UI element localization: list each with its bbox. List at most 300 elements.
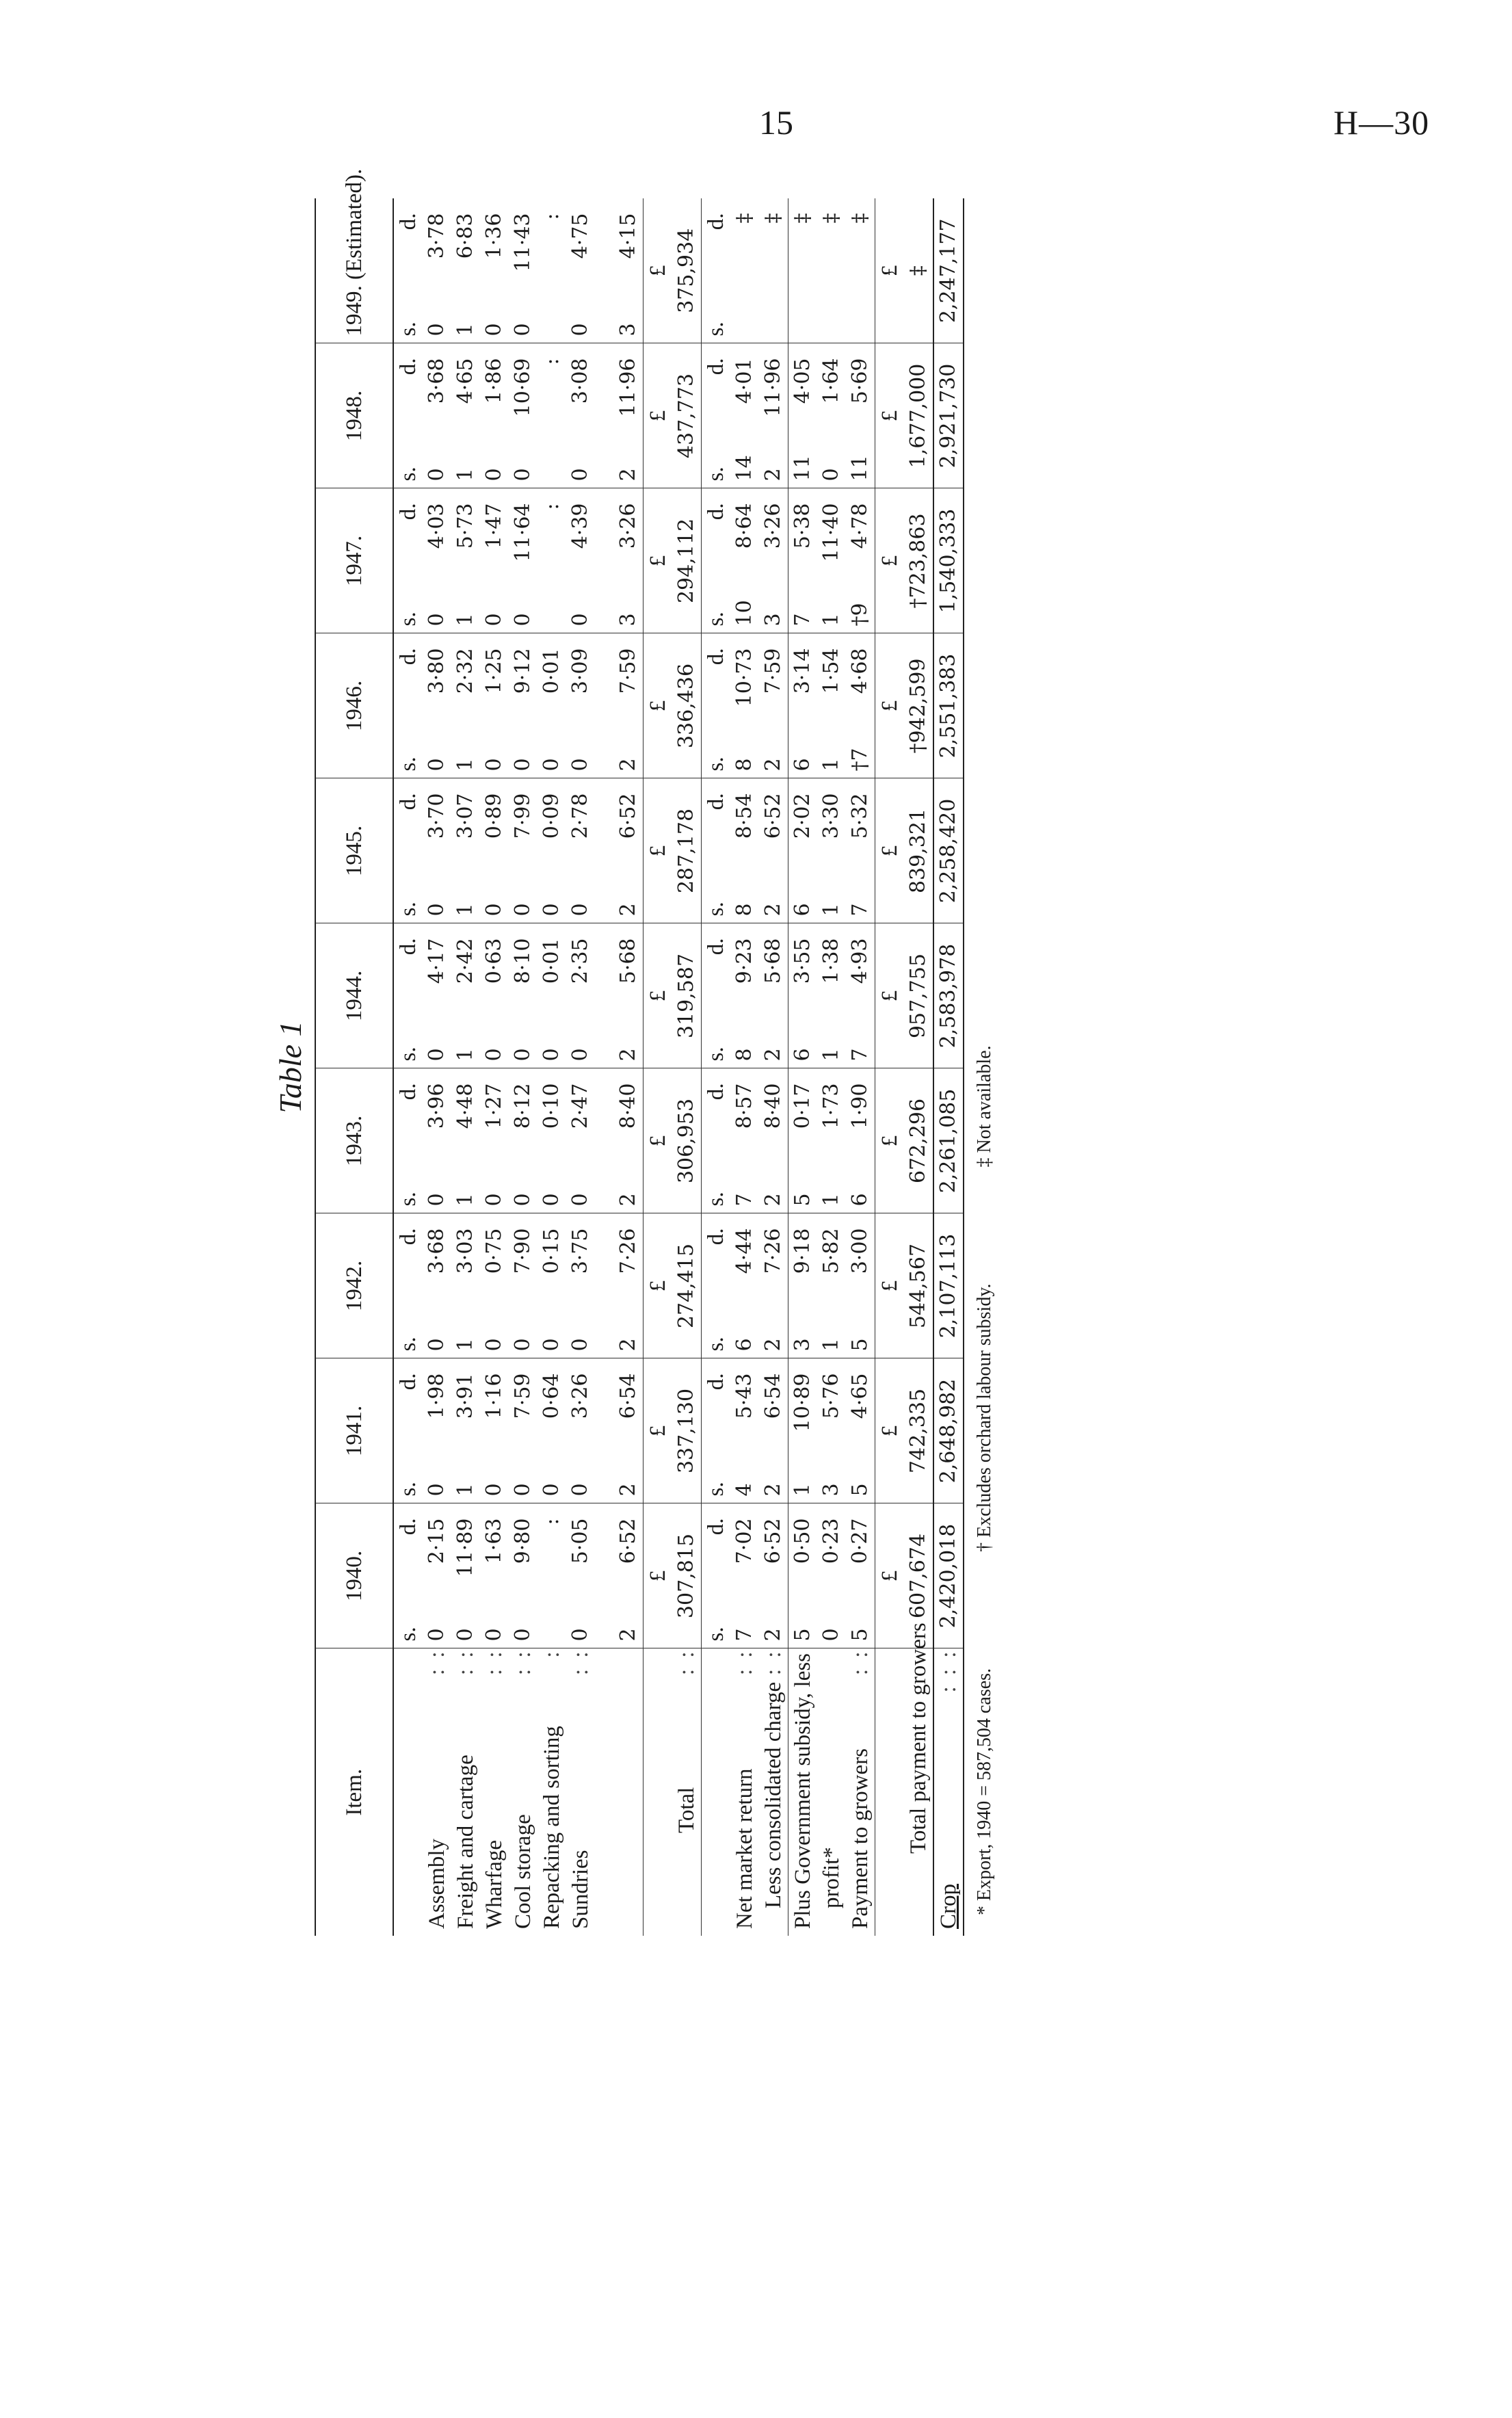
shillings: 1: [819, 1338, 843, 1352]
sd-cell: [423, 633, 451, 778]
shillings: 0: [482, 1338, 506, 1352]
sd-cell: [614, 1068, 644, 1213]
net-row: [759, 198, 788, 1936]
total-payment-value: †723,863: [904, 488, 933, 633]
pound-sign: £: [875, 778, 905, 923]
total-value: 319,587: [672, 923, 702, 1068]
shillings: 0: [482, 1628, 506, 1642]
total-value: 336,436: [672, 633, 702, 778]
pence: 11·96: [761, 358, 785, 417]
sd-cell: [538, 488, 566, 633]
shillings: 0: [482, 613, 506, 627]
shillings: 0: [568, 613, 592, 627]
sd-cell: [817, 488, 846, 633]
sd-cell: [788, 1358, 818, 1503]
pence: 4·17: [425, 938, 449, 984]
pence: 2·02: [791, 793, 814, 839]
shillings: 2: [761, 903, 785, 917]
shillings: 0: [425, 1048, 449, 1062]
shillings: 0: [482, 1048, 506, 1062]
sd-cell: [451, 198, 480, 343]
shillings: 0: [568, 1193, 592, 1207]
shillings: 1: [453, 1048, 477, 1062]
pence: 9·18: [791, 1228, 814, 1274]
pence: 4·15: [616, 213, 640, 259]
year-header: 1940.: [315, 1503, 393, 1648]
item-label: [423, 1648, 451, 1936]
cost-row: [538, 198, 566, 1936]
sd-cell: [509, 778, 538, 923]
year-header: 1949. (Estimated).: [315, 198, 393, 343]
shillings-unit: s.: [704, 466, 728, 482]
page-number: 15: [759, 103, 793, 142]
item-label: [730, 1648, 759, 1936]
sd-cell: [423, 1358, 451, 1503]
table-header-row: [315, 198, 393, 1936]
shillings: 0: [511, 323, 535, 337]
pence: :: [540, 503, 563, 510]
pence: 0·01: [540, 938, 563, 984]
pence: 5·68: [616, 938, 640, 984]
pound-sign: £: [644, 198, 673, 343]
shillings: 0: [511, 1628, 535, 1642]
pence: 3·68: [425, 358, 449, 404]
shillings-unit: s.: [704, 1192, 728, 1207]
pound-spacer: [875, 1648, 905, 1936]
sd-cell: [393, 1503, 423, 1648]
pence: 11·40: [819, 503, 843, 562]
sd-cell: [451, 1358, 480, 1503]
shillings-unit: s.: [704, 1337, 728, 1352]
pence: 1·36: [482, 213, 506, 259]
item-text: Wharfage: [482, 1839, 507, 1929]
pence: 11·89: [453, 1518, 477, 1577]
total-value: 307,815: [672, 1503, 702, 1648]
pence: 0·27: [848, 1518, 872, 1564]
pence: 0·64: [540, 1373, 563, 1419]
sd-cell: [759, 343, 788, 488]
sd-cell: [566, 1213, 595, 1358]
pence: 11·43: [511, 213, 535, 272]
pence-unit: d.: [396, 793, 421, 811]
pence: 5·68: [761, 938, 785, 984]
sd-cell: [451, 1213, 480, 1358]
sd-cell: [788, 633, 818, 778]
pence-unit: d.: [704, 1518, 728, 1536]
pence: ‡: [791, 213, 814, 224]
sd-cell: [614, 1213, 644, 1358]
pence: 1·73: [819, 1083, 843, 1129]
pence: 6·52: [616, 1518, 640, 1564]
pound-sign: £: [875, 1068, 905, 1213]
shillings: 6: [791, 758, 814, 772]
pound-row: [644, 198, 673, 1936]
shillings: 14: [732, 455, 756, 482]
leader-dots: : :: [848, 1648, 873, 1676]
sd-cell: [423, 778, 451, 923]
shillings: 0: [568, 1338, 592, 1352]
item-text: Assembly: [425, 1839, 449, 1929]
shillings: 8: [732, 1048, 756, 1062]
sd-cell: [730, 343, 759, 488]
pence-unit: d.: [396, 1083, 421, 1101]
shillings: 0: [568, 1048, 592, 1062]
sd-cell: [702, 343, 731, 488]
sd-cell: [451, 488, 480, 633]
shillings: 0: [425, 1193, 449, 1207]
sd-cell: [538, 198, 566, 343]
shillings: 0: [482, 468, 506, 482]
shillings: 8: [732, 903, 756, 917]
pence-unit: d.: [396, 358, 421, 376]
sd-cell: [509, 343, 538, 488]
sd-cell: [480, 1503, 509, 1648]
pence: 5·73: [453, 503, 477, 549]
sd-cell: [393, 633, 423, 778]
total-value: 287,178: [672, 778, 702, 923]
shillings: 0: [511, 758, 535, 772]
pence-unit: d.: [396, 1228, 421, 1246]
sd-cell: [480, 1068, 509, 1213]
pound-sign: £: [875, 1358, 905, 1503]
sd-cell: [451, 633, 480, 778]
pence: 1·54: [819, 648, 843, 694]
sd-cell: [538, 1358, 566, 1503]
total-payment-value: 672,296: [904, 1068, 933, 1213]
shillings: 8: [732, 758, 756, 772]
shillings: 0: [540, 1338, 563, 1352]
crop-value: 2,107,113: [933, 1213, 964, 1358]
document-reference: H—30: [1334, 103, 1430, 142]
cost-row: [451, 198, 480, 1936]
sd-cell: [788, 198, 818, 343]
sd-cell: [846, 778, 875, 923]
shillings: 7: [732, 1193, 756, 1207]
pence: 3·68: [425, 1228, 449, 1274]
shillings: 6: [848, 1193, 872, 1207]
shillings: [817, 295, 846, 337]
table-caption: Table 1: [273, 1021, 308, 1114]
orchard-costs-table: [315, 168, 964, 1936]
shillings-unit: s.: [704, 321, 728, 337]
sd-cell: [702, 488, 731, 633]
item-label: [451, 1648, 480, 1936]
sd-cell: [817, 1213, 846, 1358]
pence: 6·83: [453, 213, 477, 259]
shillings: 0: [540, 758, 563, 772]
pence: 11·64: [511, 503, 535, 562]
shillings-unit: s.: [396, 1047, 421, 1062]
crop-value: 2,648,982: [933, 1358, 964, 1503]
pence: 2·35: [568, 938, 592, 984]
pence: 4·48: [453, 1083, 477, 1129]
unit-row: [393, 198, 423, 1936]
sd-cell: [759, 1503, 788, 1648]
pence-unit: d.: [704, 648, 728, 666]
sd-cell: [846, 1068, 875, 1213]
subtotal-spacer: [614, 1648, 644, 1936]
total-payment-value: 607,674: [904, 1503, 933, 1648]
cost-row: [480, 198, 509, 1936]
sd-cell: [846, 1358, 875, 1503]
pence: 0·63: [482, 938, 506, 984]
footnotes: [964, 198, 996, 1936]
shillings: 0: [568, 468, 592, 482]
shillings: 0: [568, 1483, 592, 1497]
pence: 1·86: [482, 358, 506, 404]
sd-cell: [817, 1358, 846, 1503]
leader-dots: : :: [425, 1648, 449, 1676]
sd-cell: [423, 488, 451, 633]
shillings: 0: [482, 903, 506, 917]
sd-cell: [566, 198, 595, 343]
pence: 6·52: [616, 793, 640, 839]
sd-cell: [566, 1358, 595, 1503]
sd-cell: [509, 1068, 538, 1213]
pence: 7·26: [761, 1228, 785, 1274]
pence: 3·08: [568, 358, 592, 404]
pence: 4·68: [848, 648, 872, 694]
shillings: 1: [453, 1338, 477, 1352]
shillings: [538, 1601, 566, 1642]
shillings: 2: [761, 758, 785, 772]
pence: 3·91: [453, 1373, 477, 1419]
sd-cell: [730, 778, 759, 923]
pence: 3·78: [425, 213, 449, 259]
pence: 3·30: [819, 793, 843, 839]
sd-cell: [730, 488, 759, 633]
cost-row: [423, 198, 451, 1936]
total-payment-value: ‡: [904, 198, 933, 343]
sd-cell: [614, 1358, 644, 1503]
shillings: 0: [453, 1628, 477, 1642]
sd-cell: [817, 343, 846, 488]
item-label: [846, 1648, 875, 1936]
pence: 0·17: [791, 1083, 814, 1129]
shillings: 0: [482, 1193, 506, 1207]
shillings: 5: [848, 1483, 872, 1497]
sd-cell: [702, 1503, 731, 1648]
year-header: 1941.: [315, 1358, 393, 1503]
crop-value: 2,583,978: [933, 923, 964, 1068]
total-value: 306,953: [672, 1068, 702, 1213]
sd-cell: [423, 923, 451, 1068]
pence: 3·75: [568, 1228, 592, 1274]
pence-unit: d.: [704, 1083, 728, 1101]
sd-cell: [538, 633, 566, 778]
shillings: 6: [791, 1048, 814, 1062]
shillings: 0: [540, 1193, 563, 1207]
pence: 7·59: [511, 1373, 535, 1419]
total-payment-value: 839,321: [904, 778, 933, 923]
pence: 8·10: [511, 938, 535, 984]
pound-sign: £: [875, 1213, 905, 1358]
pence: 3·80: [425, 648, 449, 694]
shillings: 0: [425, 1483, 449, 1497]
pence: :: [540, 1518, 563, 1525]
pence: 4·05: [791, 358, 814, 404]
pence: 2·47: [568, 1083, 592, 1129]
net-row: [730, 198, 759, 1936]
sd-cell: [509, 1503, 538, 1648]
sd-cell: [480, 488, 509, 633]
total-payment-value: 1,677,000: [904, 343, 933, 488]
pence: 7·59: [616, 648, 640, 694]
pence: ‡: [848, 213, 872, 224]
shillings-unit: s.: [396, 902, 421, 917]
shillings: [730, 295, 759, 337]
pound-sign: £: [644, 488, 673, 633]
shillings: 0: [511, 903, 535, 917]
sd-cell: [393, 1068, 423, 1213]
pound-sign: £: [875, 488, 905, 633]
shillings: 2: [616, 1338, 640, 1352]
total-payment-value: 544,567: [904, 1213, 933, 1358]
unit-row: [702, 198, 731, 1936]
pound-sign: £: [875, 923, 905, 1068]
pence: 9·23: [732, 938, 756, 984]
shillings: 0: [819, 468, 843, 482]
pence: :: [540, 358, 563, 365]
shillings: 0: [511, 1483, 535, 1497]
item-label: [538, 1648, 566, 1936]
shillings: 11: [791, 455, 814, 482]
sd-cell: [393, 343, 423, 488]
sd-cell: [509, 633, 538, 778]
pence: 0·89: [482, 793, 506, 839]
pence: 4·39: [568, 503, 592, 549]
pence: 8·64: [732, 503, 756, 549]
sd-cell: [423, 1213, 451, 1358]
shillings: 7: [848, 903, 872, 917]
leader-dots: : :: [674, 1648, 699, 1676]
pound-sign: £: [644, 778, 673, 923]
pence: 0·23: [819, 1518, 843, 1564]
sd-cell: [788, 1503, 818, 1648]
item-label: [933, 1648, 964, 1936]
pence: ‡: [761, 213, 785, 224]
total-payment-value: 742,335: [904, 1358, 933, 1503]
shillings-unit: s.: [704, 612, 728, 627]
sd-cell: [538, 778, 566, 923]
pence: 10·73: [732, 648, 756, 707]
shillings: [846, 295, 875, 337]
sd-cell: [817, 633, 846, 778]
leader-dots: : :: [732, 1648, 757, 1676]
sd-cell: [759, 923, 788, 1068]
sd-cell: [614, 923, 644, 1068]
pence: 4·78: [848, 503, 872, 549]
sd-cell: [759, 198, 788, 343]
pence: 5·69: [848, 358, 872, 404]
pence: 0·09: [540, 793, 563, 839]
shillings: 3: [819, 1483, 843, 1497]
item-text: Payment to growers: [848, 1748, 873, 1929]
pound-sign: £: [644, 1068, 673, 1213]
item-text: Total: [674, 1787, 699, 1833]
shillings: 2: [761, 1048, 785, 1062]
sd-cell: [759, 1213, 788, 1358]
pence: 3·03: [453, 1228, 477, 1274]
pence: 6·54: [616, 1373, 640, 1419]
pence: 9·12: [511, 648, 535, 694]
subsidy-row: [817, 198, 846, 1936]
pence: 3·09: [568, 648, 592, 694]
item-text: Less consolidated charge: [761, 1681, 786, 1908]
shillings-unit: s.: [396, 612, 421, 627]
sd-cell: [509, 198, 538, 343]
sd-cell: [509, 1358, 538, 1503]
item-text: Sundries: [568, 1850, 593, 1929]
shillings: 1: [453, 468, 477, 482]
shillings: 1: [453, 758, 477, 772]
sd-cell: [759, 778, 788, 923]
subsidy-row: [846, 198, 875, 1936]
pence: 8·40: [761, 1083, 785, 1129]
pound-sign: £: [644, 923, 673, 1068]
sd-cell: [614, 198, 644, 343]
shillings: 11: [848, 455, 872, 482]
shillings: 5: [791, 1193, 814, 1207]
shillings: 0: [819, 1628, 843, 1642]
pence-unit: d.: [396, 213, 421, 231]
shillings: 5: [791, 1628, 814, 1642]
crop-value: 1,540,333: [933, 488, 964, 633]
item-label: Total payment to growers: [906, 1622, 931, 1854]
shillings: 3: [761, 613, 785, 627]
shillings: 7: [791, 613, 814, 627]
pence: 3·00: [848, 1228, 872, 1274]
sd-cell: [846, 923, 875, 1068]
sd-cell: [846, 198, 875, 343]
item-text: profit*: [819, 1847, 844, 1908]
shillings: 0: [425, 758, 449, 772]
pence: 0·50: [791, 1518, 814, 1564]
item-text: Freight and cartage: [453, 1755, 478, 1929]
footnote: † Excludes orchard labour subsidy.: [974, 1283, 995, 1552]
year-header: 1948.: [315, 343, 393, 488]
unit-spacer: [702, 1648, 731, 1936]
sd-cell: [788, 343, 818, 488]
pence: 0·75: [482, 1228, 506, 1274]
pence: 1·47: [482, 503, 506, 549]
sd-cell: [538, 1503, 566, 1648]
item-label: [788, 1648, 818, 1936]
pence: 3·96: [425, 1083, 449, 1129]
shillings: 0: [425, 613, 449, 627]
pence: 4·44: [732, 1228, 756, 1274]
shillings: 2: [616, 758, 640, 772]
pound-sign: £: [644, 343, 673, 488]
cost-row: [509, 198, 538, 1936]
shillings: 3: [791, 1338, 814, 1352]
pence: 3·26: [761, 503, 785, 549]
sd-cell: [817, 778, 846, 923]
shillings-unit: s.: [704, 757, 728, 772]
item-text: Repacking and sorting: [540, 1726, 564, 1929]
sd-cell: [480, 1358, 509, 1503]
crop-value: 2,258,420: [933, 778, 964, 923]
sd-cell: [451, 923, 480, 1068]
sd-cell: [730, 923, 759, 1068]
leader-dots: : :: [761, 1648, 786, 1676]
shillings: 5: [848, 1338, 872, 1352]
sd-cell: [393, 923, 423, 1068]
shillings: 0: [482, 323, 506, 337]
total-value: 437,773: [672, 343, 702, 488]
rotated-table-block: [267, 168, 1334, 1936]
shillings: 0: [540, 1483, 563, 1497]
